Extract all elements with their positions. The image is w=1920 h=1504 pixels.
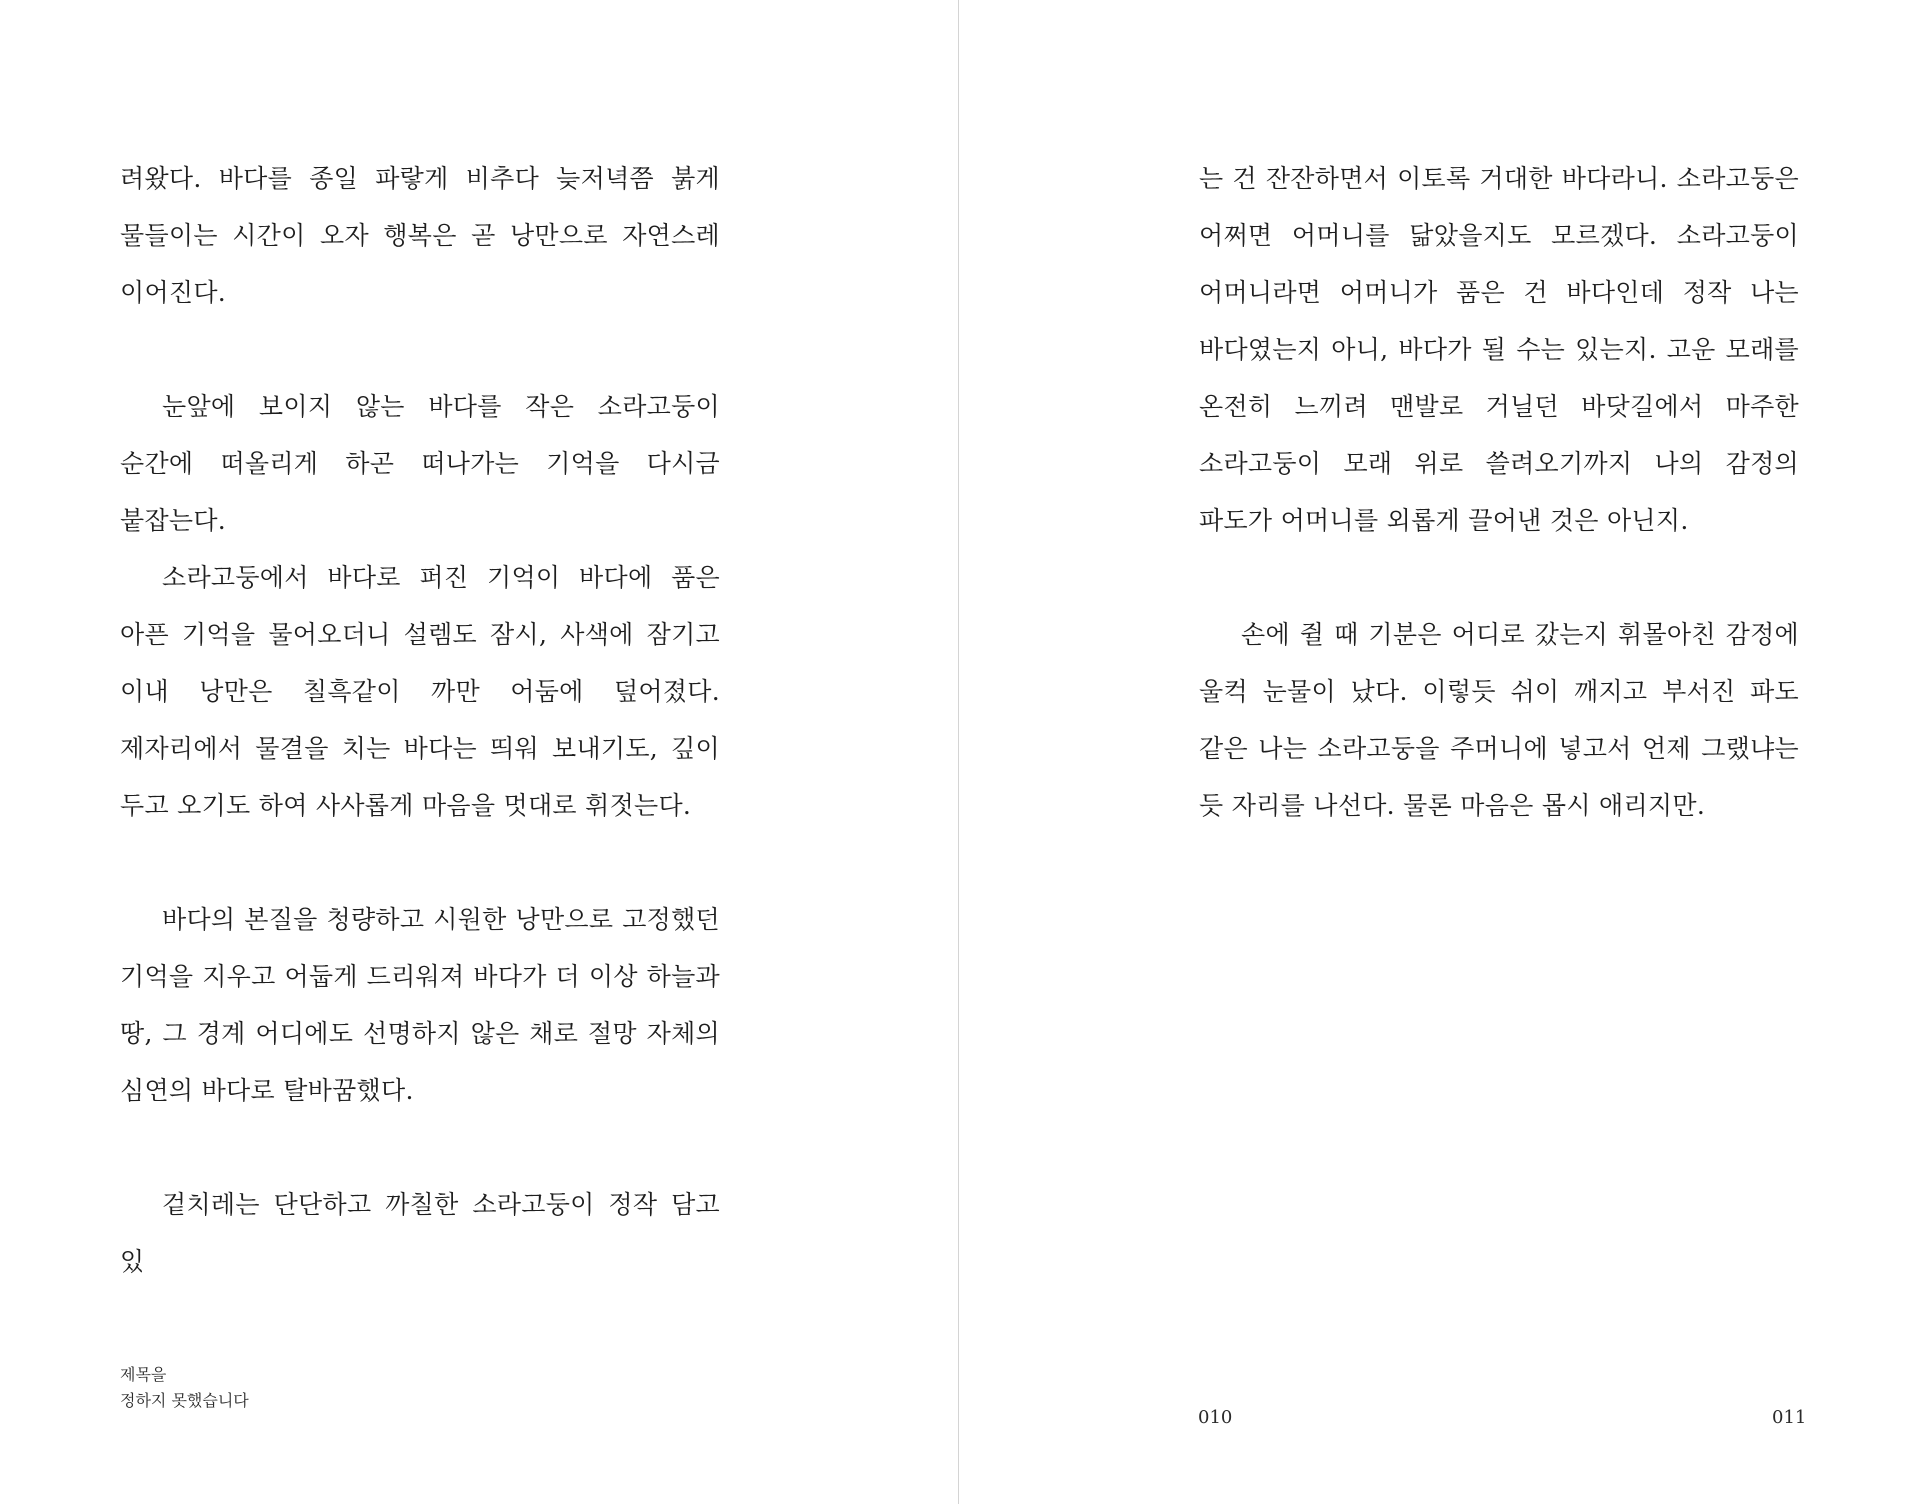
paragraph: 는 건 잔잔하면서 이토록 거대한 바다라니. 소라고둥은 어쩌면 어머니를 닮았을지도 모르겠다. 소라고둥이 어머니라면 어머니가 품은 건 바다인데 정작 나는 바다였는지 아니, 바다가 될 수는 있는지. 고운 모래를 온전히 느끼려 맨발로 거닐던 바닷길에서 마주한 소라고둥이 모래 위로 쓸려오기까지 나의 감정의 파도가 어머니를 외롭게 끌어낸 것은 아닌지.: [1199, 164, 1799, 535]
left-page: [0, 0, 958, 1504]
left-page-body: [120, 150, 720, 1290]
paragraph: 눈앞에 보이지 않는 바다를 작은 소라고둥이 순간에 떠올리게 하곤 떠나가는 기억을 다시금 붙잡는다.: [120, 392, 720, 535]
paragraph: 겉치레는 단단하고 까칠한 소라고둥이 정작 담고 있: [120, 1190, 720, 1276]
paragraph: 바다의 본질을 청량하고 시원한 낭만으로 고정했던 기억을 지우고 어둡게 드리워져 바다가 더 이상 하늘과 땅, 그 경계 어디에도 선명하지 않은 채로 절망 자체의 심연의 바다로 탈바꿈했다.: [120, 905, 720, 1105]
running-title: [120, 1362, 249, 1414]
page-number-left: 010: [1198, 1407, 1233, 1428]
running-title-line: 정하지 못했습니다: [120, 1391, 249, 1410]
right-page: [959, 0, 1920, 1504]
paragraph: 소라고둥에서 바다로 퍼진 기억이 바다에 품은 아픈 기억을 물어오더니 설렘도 잠시, 사색에 잠기고 이내 낭만은 칠흑같이 까만 어둠에 덮어졌다. 제자리에서 물결을 치는 바다는 띄워 보내기도, 깊이 두고 오기도 하여 사사롭게 마음을 멋대로 휘젓는다.: [120, 563, 720, 820]
page-number-right: 011: [1772, 1407, 1807, 1428]
running-title-line: 제목을: [120, 1365, 167, 1384]
right-page-body: [1199, 150, 1799, 834]
paragraph: 려왔다. 바다를 종일 파랗게 비추다 늦저녁쯤 붉게 물들이는 시간이 오자 행복은 곧 낭만으로 자연스레 이어진다.: [120, 164, 720, 307]
paragraph: 손에 쥘 때 기분은 어디로 갔는지 휘몰아친 감정에 울컥 눈물이 났다. 이렇듯 쉬이 깨지고 부서진 파도 같은 나는 소라고둥을 주머니에 넣고서 언제 그랬냐는 듯 자리를 나선다. 물론 마음은 몹시 애리지만.: [1199, 620, 1799, 820]
